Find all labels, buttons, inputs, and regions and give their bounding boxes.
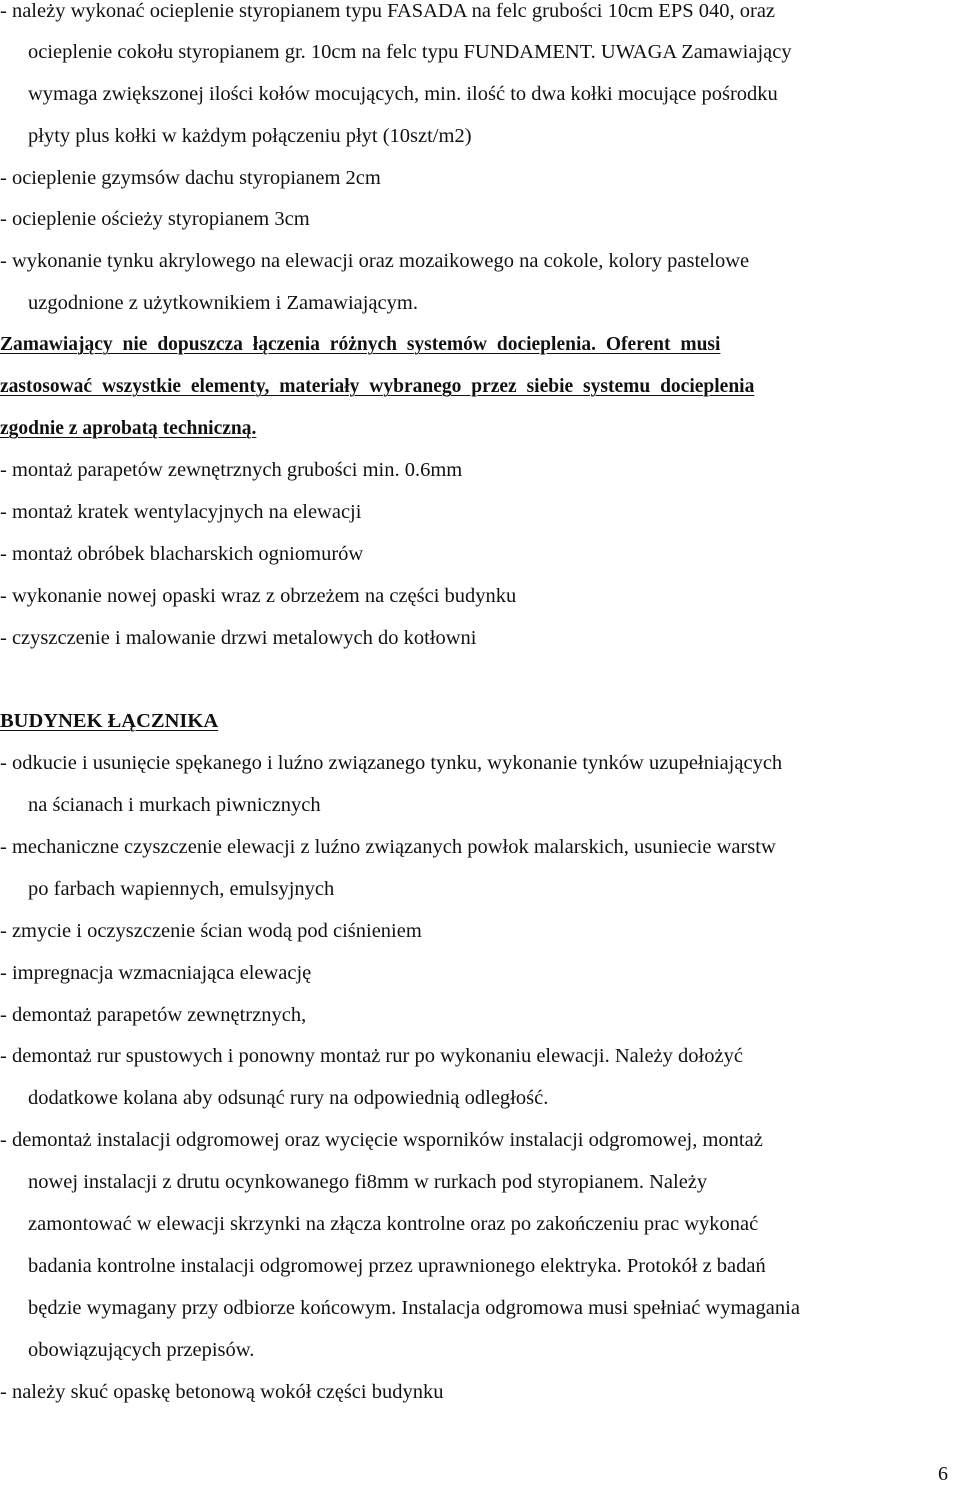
section-heading: BUDYNEK ŁĄCZNIKA (0, 710, 219, 732)
text-line: na ścianach i murkach piwnicznych (28, 794, 321, 816)
page-number: 6 (938, 1463, 948, 1485)
text-line: zamontować w elewacji skrzynki na złącza kontrolne oraz po zakończeniu prac wykonać (28, 1213, 759, 1235)
text-line: nowej instalacji z drutu ocynkowanego fi8mm w rurkach pod styropianem. Należy (28, 1171, 708, 1193)
text-line: wymaga zwiększonej ilości kołów mocujących, min. ilość to dwa kołki mocujące pośrodku (28, 83, 778, 105)
text-line: - ocieplenie gzymsów dachu styropianem 2cm (0, 167, 381, 189)
text-line: - czyszczenie i malowanie drzwi metalowych do kotłowni (0, 627, 477, 649)
text-line: - montaż obróbek blacharskich ogniomurów (0, 543, 364, 565)
text-line: dodatkowe kolana aby odsunąć rury na odpowiednią odległość. (28, 1087, 549, 1109)
text-line: - montaż parapetów zewnętrznych grubości min. 0.6mm (0, 459, 463, 481)
text-line: - impregnacja wzmacniająca elewację (0, 962, 312, 984)
text-line: - ocieplenie ościeży styropianem 3cm (0, 208, 310, 230)
text-line: - demontaż rur spustowych i ponowny montaż rur po wykonaniu elewacji. Należy dołożyć (0, 1045, 743, 1067)
text-line: - mechaniczne czyszczenie elewacji z luźno związanych powłok malarskich, usuniecie warstw (0, 836, 776, 858)
text-line: uzgodnione z użytkownikiem i Zamawiającym. (28, 292, 418, 314)
text-line: - montaż kratek wentylacyjnych na elewacji (0, 501, 362, 523)
text-line: obowiązujących przepisów. (28, 1339, 255, 1361)
emphasis-line: Zamawiający nie dopuszcza łączenia różnych systemów docieplenia. Oferent musi (0, 334, 721, 355)
text-line: - wykonanie nowej opaski wraz z obrzeżem na części budynku (0, 585, 517, 607)
text-line: - należy skuć opaskę betonową wokół części budynku (0, 1381, 444, 1403)
text-line: - demontaż parapetów zewnętrznych, (0, 1004, 307, 1026)
text-line: - zmycie i oczyszczenie ścian wodą pod ciśnieniem (0, 920, 422, 942)
text-line: - odkucie i usunięcie spękanego i luźno związanego tynku, wykonanie tynków uzupełniających (0, 752, 783, 774)
text-line: ocieplenie cokołu styropianem gr. 10cm na felc typu FUNDAMENT. UWAGA Zamawiający (28, 41, 792, 63)
text-line: - wykonanie tynku akrylowego na elewacji oraz mozaikowego na cokole, kolory pastelowe (0, 250, 750, 272)
text-line: płyty plus kołki w każdym połączeniu płyt (10szt/m2) (28, 125, 472, 147)
text-line: badania kontrolne instalacji odgromowej przez uprawnionego elektryka. Protokół z badań (28, 1255, 766, 1277)
text-line: będzie wymagany przy odbiorze końcowym. Instalacja odgromowa musi spełniać wymagania (28, 1297, 800, 1319)
text-line: po farbach wapiennych, emulsyjnych (28, 878, 335, 900)
emphasis-line: zastosować wszystkie elementy, materiały wybranego przez siebie systemu docieplenia (0, 376, 755, 397)
text-line: - demontaż instalacji odgromowej oraz wycięcie wsporników instalacji odgromowej, montaż (0, 1129, 763, 1151)
text-line: - należy wykonać ocieplenie styropianem typu FASADA na felc grubości 10cm EPS 040, oraz (0, 0, 776, 22)
emphasis-line: zgodnie z aprobatą techniczną. (0, 418, 257, 439)
